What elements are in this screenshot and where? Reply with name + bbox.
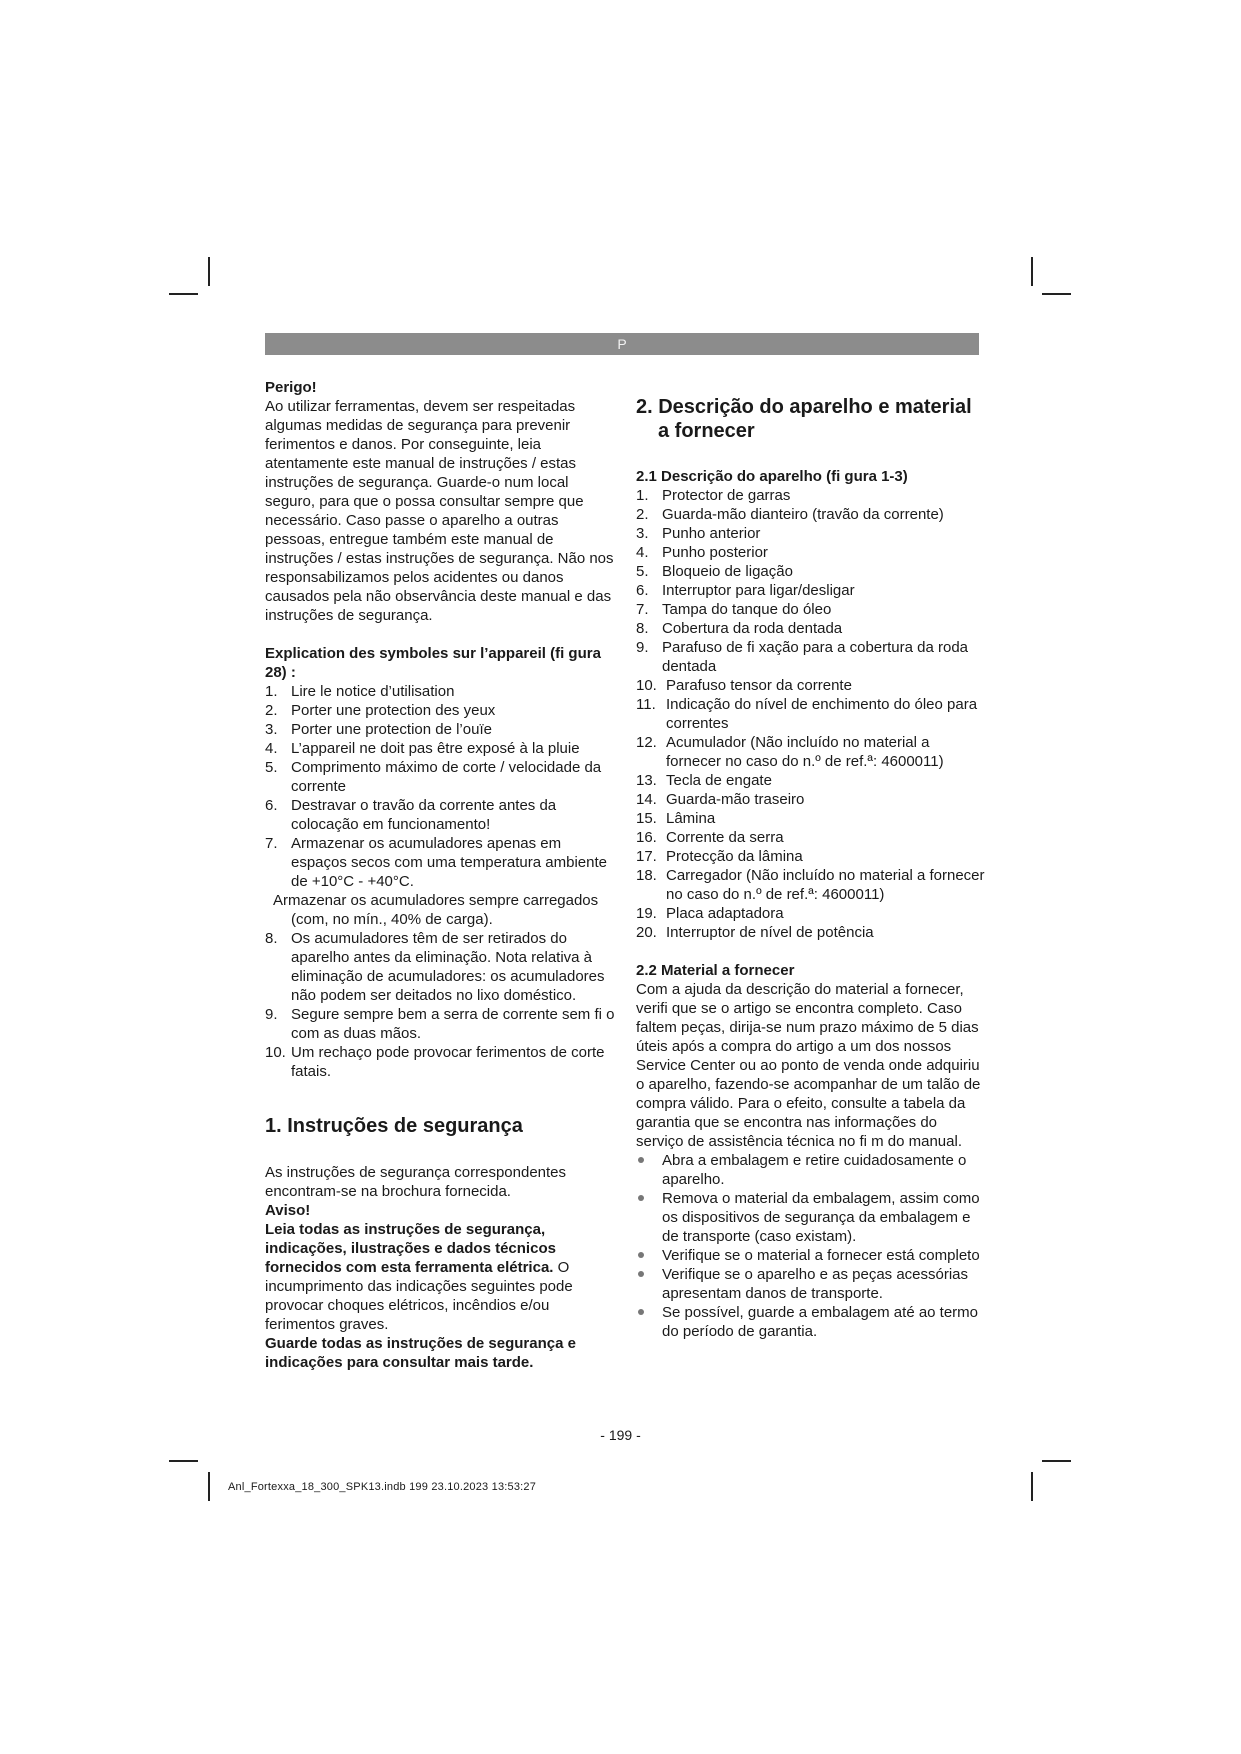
bullet-dot-icon <box>638 1195 644 1201</box>
list-item-number: 5. <box>636 563 649 580</box>
list-item-text: Segure sempre bem a serra de corrente sem fi o com as duas mãos. <box>291 1006 615 1042</box>
list-item <box>636 904 986 923</box>
list-item-text: Lâmina <box>666 810 716 827</box>
bullet-item <box>636 1189 986 1246</box>
list-item <box>636 562 986 581</box>
bullet-text: Verifique se o aparelho e as peças acessórias apresentam danos de transporte. <box>662 1266 969 1302</box>
warning-paragraph <box>265 1220 615 1334</box>
crop-mark <box>169 293 198 295</box>
list-item-text: Destravar o travão da corrente antes da colocação em funcionamento! <box>291 797 557 833</box>
crop-mark <box>208 257 210 286</box>
bullet-dot-icon <box>638 1271 644 1277</box>
list-item <box>636 866 986 904</box>
list-item <box>636 828 986 847</box>
language-code: P <box>617 336 627 352</box>
list-item-text: Cobertura da roda dentada <box>662 620 843 637</box>
list-item <box>265 796 615 834</box>
list-item-text: Armazenar os acumuladores apenas em espaços secos com uma temperatura ambiente de +10°C - +40°C. <box>291 835 607 890</box>
list-item <box>636 847 986 866</box>
list-item-number: 7. <box>636 601 649 618</box>
list-item-number: 19. <box>636 905 657 922</box>
bullet-text: Verifique se o material a fornecer está completo <box>662 1247 980 1264</box>
crop-mark <box>1031 257 1033 286</box>
warning-text: O incumprimento das indicações seguintes pode provocar choques elétricos, incêndios e/ou ferimentos graves. <box>265 1259 573 1333</box>
list-item <box>636 676 986 695</box>
danger-title: Perigo! <box>265 379 317 396</box>
list-item <box>265 929 615 1005</box>
section-1-title: 1. Instruções de segurança <box>265 1115 523 1137</box>
list-item <box>636 524 986 543</box>
list-item <box>265 682 615 701</box>
right-column <box>636 395 986 1341</box>
list-item-number: 1. <box>636 487 649 504</box>
list-item-number: 9. <box>265 1006 278 1023</box>
bullet-dot-icon <box>638 1252 644 1258</box>
list-item-text: Um rechaço pode provocar ferimentos de corte fatais. <box>291 1044 605 1080</box>
list-item-number: 6. <box>265 797 278 814</box>
subsection-2-2-text: Com a ajuda da descrição do material a fornecer, verifi que se o artigo se encontra completo. Caso faltem peças, dirija-se num prazo máximo de 5 dias úteis após a compra do artigo a um dos nossos Service Center ou ao ponto de venda onde adquiriu o aparelho, fazendo-se acompanhar de um talão de compra válido. Para o efeito, consulte a tabela da garantia que se encontra nas informações do serviço de assistência técnica no fi m do manual. <box>636 981 981 1150</box>
bullet-item <box>636 1246 986 1265</box>
list-item-text: Parafuso tensor da corrente <box>666 677 852 694</box>
list-item-text: Bloqueio de ligação <box>662 563 793 580</box>
warning-bold: Leia todas as instruções de segurança, indicações, ilustrações e dados técnicos fornecidos com esta ferramenta elétrica. <box>265 1221 556 1276</box>
list-item-number: 20. <box>636 924 657 941</box>
left-column <box>265 378 615 1372</box>
symbols-list-continued <box>265 929 615 1081</box>
list-item-text: Punho anterior <box>662 525 761 542</box>
symbols-title: Explication des symboles sur l’appareil (fi gura 28) : <box>265 645 601 681</box>
list-item-number: 15. <box>636 810 657 827</box>
list-item-text: Guarda-mão dianteiro (travão da corrente) <box>662 506 944 523</box>
list-item-text: Parafuso de fi xação para a cobertura da roda dentada <box>662 639 969 675</box>
list-item-text: Lire le notice d’utilisation <box>291 683 455 700</box>
list-item-number: 11. <box>636 696 656 713</box>
crop-mark <box>169 1460 198 1462</box>
list-item <box>636 695 986 733</box>
list-item-text: Corrente da serra <box>666 829 784 846</box>
list-item-text: Os acumuladores têm de ser retirados do aparelho antes da eliminação. Nota relativa à eliminação de acumuladores: os acumuladores não podem ser deitados no lixo doméstico. <box>291 930 605 1004</box>
list-item-text: Interruptor de nível de potência <box>666 924 874 941</box>
list-item-number: 10. <box>636 677 657 694</box>
danger-text: Ao utilizar ferramentas, devem ser respeitadas algumas medidas de segurança para prevenir ferimentos e danos. Por conseguinte, leia atentamente este manual de instruções / estas instruções de segurança. Guarde-o num local seguro, para que o possa consultar sempre que necessário. Caso passe o aparelho a outras pessoas, entregue também este manual de instruções / estas instruções de segurança. Não nos responsabilizamos pelos acidentes ou danos causados pela não observância deste manual e das instruções de segurança. <box>265 398 614 624</box>
list-item-number: 13. <box>636 772 657 789</box>
warning-title: Aviso! <box>265 1202 311 1219</box>
symbols-extra: Armazenar os acumuladores sempre carregados (com, no mín., 40% de carga). <box>273 892 599 928</box>
crop-mark <box>1042 293 1071 295</box>
list-item-text: Tampa do tanque do óleo <box>662 601 832 618</box>
list-item-number: 4. <box>265 740 278 757</box>
list-item-number: 10. <box>265 1044 286 1061</box>
list-item-text: Carregador (Não incluído no material a fornecer no caso do n.º de ref.ª: 4600011) <box>666 867 985 903</box>
list-item <box>265 758 615 796</box>
list-item <box>636 790 986 809</box>
bullet-item <box>636 1151 986 1189</box>
list-item <box>636 486 986 505</box>
list-item <box>636 505 986 524</box>
crop-mark <box>1042 1460 1071 1462</box>
list-item-text: Indicação do nível de enchimento do óleo para correntes <box>666 696 978 732</box>
warning-keep: Guarde todas as instruções de segurança e indicações para consultar mais tarde. <box>265 1335 576 1371</box>
list-item <box>636 638 986 676</box>
list-item-text: Interruptor para ligar/desligar <box>662 582 855 599</box>
bullet-item <box>636 1303 986 1341</box>
list-item-text: Guarda-mão traseiro <box>666 791 805 808</box>
list-item-number: 8. <box>636 620 649 637</box>
list-item <box>636 733 986 771</box>
list-item-text: Protecção da lâmina <box>666 848 803 865</box>
check-bullet-list <box>636 1151 986 1341</box>
list-item-text: Comprimento máximo de corte / velocidade da corrente <box>291 759 602 795</box>
list-item <box>636 600 986 619</box>
list-item-text: L’appareil ne doit pas être exposé à la pluie <box>291 740 580 757</box>
bullet-item <box>636 1265 986 1303</box>
bullet-dot-icon <box>638 1309 644 1315</box>
symbols-list <box>265 682 615 891</box>
list-item-number: 1. <box>265 683 278 700</box>
list-item <box>265 701 615 720</box>
section-1-intro: As instruções de segurança correspondentes encontram-se na brochura fornecida. <box>265 1164 567 1200</box>
subsection-2-2-title: 2.2 Material a fornecer <box>636 962 795 979</box>
list-item-number: 6. <box>636 582 649 599</box>
list-item <box>265 739 615 758</box>
crop-mark <box>1031 1472 1033 1501</box>
list-item-text: Acumulador (Não incluído no material a fornecer no caso do n.º de ref.ª: 4600011) <box>666 734 944 770</box>
list-item-text: Protector de garras <box>662 487 791 504</box>
list-item-number: 17. <box>636 848 657 865</box>
bullet-text: Remova o material da embalagem, assim como os dispositivos de segurança da embalagem e de transporte (caso existam). <box>662 1190 980 1245</box>
list-item-number: 5. <box>265 759 278 776</box>
list-item <box>636 619 986 638</box>
list-item-number: 12. <box>636 734 657 751</box>
list-item-number: 8. <box>265 930 278 947</box>
section-2-title: 2. Descrição do aparelho e material a fornecer <box>636 396 972 442</box>
list-item-number: 2. <box>636 506 649 523</box>
parts-list-continued <box>636 676 986 942</box>
bullet-text: Se possível, guarde a embalagem até ao termo do período de garantia. <box>662 1304 979 1340</box>
list-item-number: 9. <box>636 639 649 656</box>
list-item-text: Punho posterior <box>662 544 768 561</box>
list-item-number: 4. <box>636 544 649 561</box>
list-item <box>265 834 615 891</box>
list-item-text: Porter une protection des yeux <box>291 702 496 719</box>
list-item-number: 7. <box>265 835 278 852</box>
bullet-dot-icon <box>638 1157 644 1163</box>
list-item <box>636 771 986 790</box>
list-item-number: 2. <box>265 702 278 719</box>
list-item <box>636 923 986 942</box>
list-item-text: Tecla de engate <box>666 772 772 789</box>
language-header-bar <box>265 333 979 355</box>
list-item-text: Porter une protection de l’ouïe <box>291 721 492 738</box>
page-number: - 199 - <box>600 1427 641 1443</box>
list-item <box>265 1005 615 1043</box>
list-item-number: 16. <box>636 829 657 846</box>
crop-mark <box>208 1472 210 1501</box>
list-item <box>636 581 986 600</box>
subsection-2-1-title: 2.1 Descrição do aparelho (fi gura 1-3) <box>636 468 908 485</box>
list-item-number: 14. <box>636 791 657 808</box>
list-item <box>636 809 986 828</box>
list-item <box>265 1043 615 1081</box>
bullet-text: Abra a embalagem e retire cuidadosamente o aparelho. <box>662 1152 967 1188</box>
list-item <box>636 543 986 562</box>
list-item-number: 3. <box>636 525 649 542</box>
list-item-number: 3. <box>265 721 278 738</box>
parts-list <box>636 486 986 676</box>
list-item-text: Placa adaptadora <box>666 905 784 922</box>
print-footer: Anl_Fortexxa_18_300_SPK13.indb 199 23.10.2023 13:53:27 <box>228 1481 537 1493</box>
list-item <box>265 720 615 739</box>
list-item-number: 18. <box>636 867 657 884</box>
